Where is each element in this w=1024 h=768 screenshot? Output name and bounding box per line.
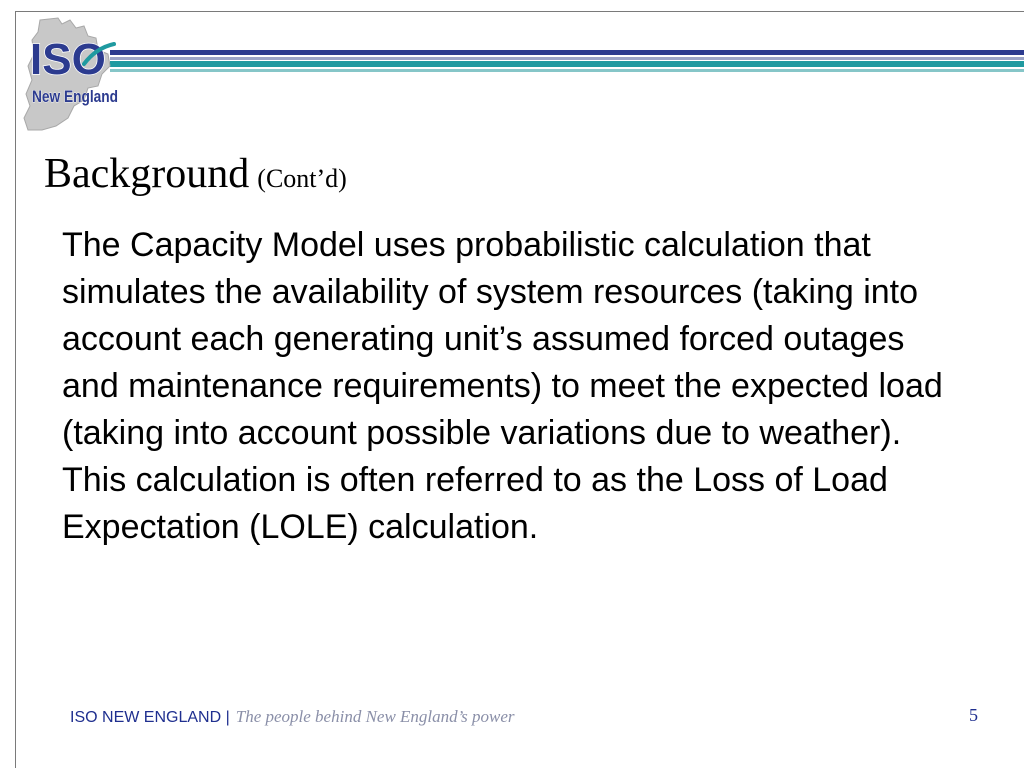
frame-top-border: [15, 11, 1024, 12]
footer-tagline: The people behind New England’s power: [235, 707, 515, 726]
header-stripe-navy: [110, 50, 1024, 55]
page-number: 5: [969, 705, 978, 725]
slide-title: [44, 150, 347, 198]
header-stripe-teal: [110, 61, 1024, 67]
header-stripe-lightblue: [110, 57, 1024, 60]
logo-region: New England: [32, 87, 118, 106]
body-paragraph: The Capacity Model uses probabilistic calculation that simulates the availability of system resources (taking into account each generating unit’s assumed forced outages and maintenance requirements) to meet the expected load (taking into account possible variations due to weather). This calculation is often referred to as the Loss of Load Expectation (LOLE) calculation.: [62, 226, 943, 546]
logo-acronym: ISO: [30, 35, 106, 84]
title-main: Background: [44, 151, 250, 197]
footer: [70, 707, 514, 727]
iso-new-england-logo: [18, 14, 126, 132]
frame-left-border: [15, 11, 16, 768]
footer-org: ISO NEW ENGLAND |: [70, 709, 230, 726]
header-stripe-lightteal: [110, 69, 1024, 72]
title-sub: (Cont’d): [257, 164, 347, 193]
